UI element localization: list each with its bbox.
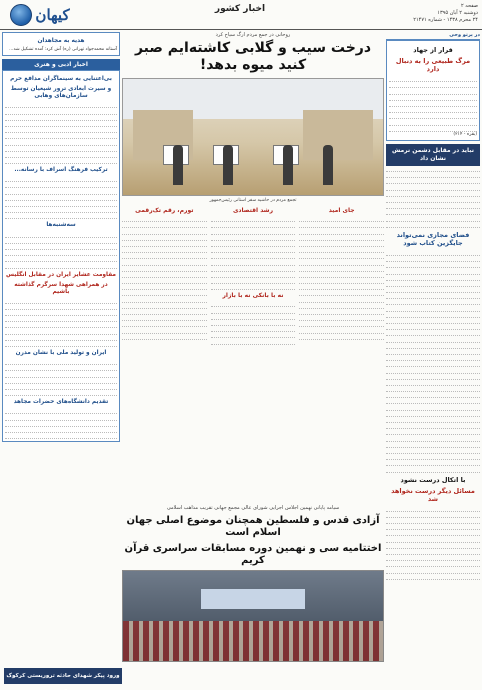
second-headline: آزادی قدس و فلسطین همچنان موضوع اصلی جهان اسلام است <box>126 515 380 538</box>
headline-1: بی‌اعتنایی به سینماگران مدافع حرم <box>10 76 112 83</box>
page-header <box>0 0 482 30</box>
headline-6: در همراهی شهدا سرگرم گذاشته باشیم <box>14 281 108 295</box>
second-kicker: سیامه پایانی نهمین اجلاس اجرایی شورای عالی مجمع جهانی تقریب مذاهب اسلامی <box>166 505 340 511</box>
right-title-2: مرگ طبیعی را به دنبال دارد <box>395 57 471 73</box>
article-col-2 <box>211 205 296 505</box>
headline-2: و سیرت ابعادی ترور شیعیان توسط سازمان‌های وهابی <box>10 86 112 100</box>
top-box <box>2 32 120 56</box>
right-title-4: فضای مجازی نمی‌تواند جایگزین کتاب شود <box>396 230 470 247</box>
headline-3: ترکیب فرهنگ اسراف با رسانه... <box>14 167 108 174</box>
article-columns <box>122 205 384 505</box>
date-line-2: ۲۴ محرم ۱۴۳۸ - شماره ۲۱۴۷۱ <box>413 17 478 23</box>
main-kicker: روحانی در جمع مردم ارگ سیاح کرد <box>215 32 291 38</box>
main-headline: درخت سیب و گلابی کاشته‌ایم صبر کنید میوه بدهد! <box>134 40 372 73</box>
logo-text: کیهان <box>35 6 70 24</box>
right-title-5: با اتکال درست نشود <box>400 475 466 484</box>
sub-head-2: رشد اقتصادی <box>232 207 274 214</box>
headline-5: مقاومت عشایر ایران در مقابل انگلیس <box>6 271 116 278</box>
main-photo <box>122 78 384 196</box>
right-title-1: قرار از جهاد <box>413 46 453 54</box>
right-column <box>386 32 480 687</box>
article-col-3 <box>122 205 207 505</box>
right-title-6: مسائل دیگر درست نخواهد شد <box>391 486 475 503</box>
headline-7: ایران و تولید ملی با نشان مدرن <box>15 350 107 357</box>
newspaper-logo <box>6 2 74 28</box>
quran-contest-photo <box>122 570 384 662</box>
sub-head-1: جای امید <box>328 207 355 214</box>
news-header: اخبار ادبی و هنری <box>2 59 120 70</box>
issue-meta <box>413 3 478 24</box>
date-line-1: دوشنبه ۲ آبان ۱۳۹۵ <box>437 10 478 16</box>
third-headline: اختتامیه سی و نهمین دوره مسابقات سراسری قرآن کریم <box>124 543 382 566</box>
left-column <box>2 32 120 695</box>
news-box <box>2 70 120 442</box>
headline-8: تقدیم دانشگاه‌های حضرات مجاهد <box>13 399 109 406</box>
footer-banner: ورود پیکر شهدای حادثه تروریستی کرکوک به کشور <box>4 668 122 684</box>
article-col-1 <box>299 205 384 505</box>
center-column <box>122 32 384 687</box>
top-box-text: آستانه محمدجواد تهرانی (ره) آش کرد: آمده تشکیل شد... <box>9 47 117 52</box>
page-label: صفحه ۲ <box>461 3 478 9</box>
sub-head-4: تورم، رقم تک‌رقمی <box>135 207 194 214</box>
right-title-3: نباید در مقابل دشمن نرمش نشان داد <box>386 144 480 166</box>
column-header: در پرتو وحی <box>386 32 480 40</box>
top-box-title: هدیه به مجاهدان <box>37 38 85 44</box>
ayah-ref: (بقره - ۲۱۴) <box>453 131 477 137</box>
sub-head-3: نه با بانکی نه با بازار <box>222 292 284 300</box>
section-title: اخبار کشور <box>214 4 266 14</box>
photo-caption: تجمع مردم در حاشیه سفر استانی رئیس‌جمهور <box>209 198 297 203</box>
headline-4: سه‌شنبه‌ها <box>46 222 76 229</box>
globe-icon <box>10 4 32 26</box>
verse-box <box>386 40 480 141</box>
